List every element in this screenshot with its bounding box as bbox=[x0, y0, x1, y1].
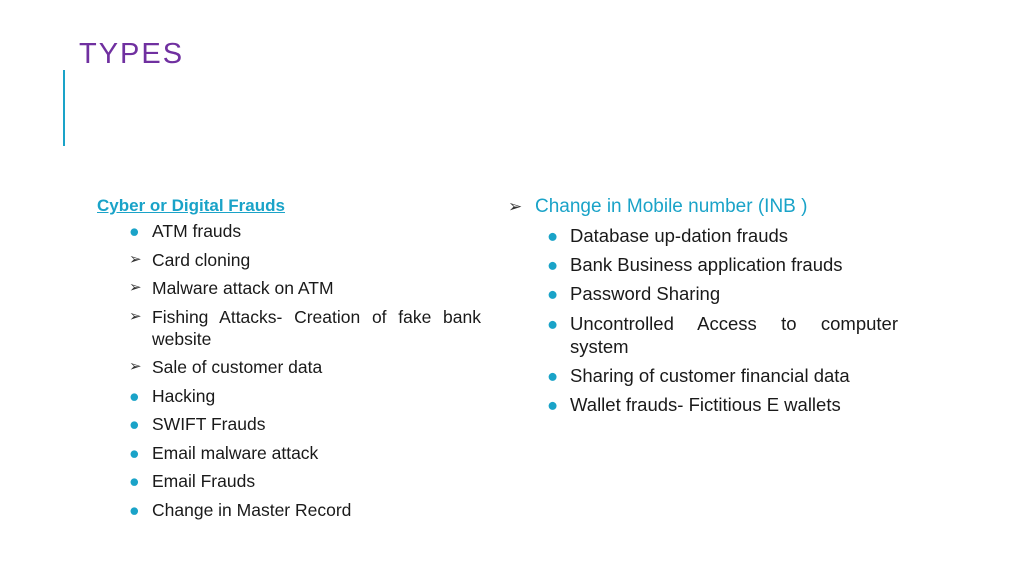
list-item-text: Bank Business application frauds bbox=[570, 254, 843, 276]
right-column bbox=[508, 196, 898, 422]
list-item-text: SWIFT Frauds bbox=[152, 414, 266, 434]
list-item-text: Hacking bbox=[152, 385, 216, 406]
arrow-bullet-icon: ➢ bbox=[129, 307, 142, 325]
list-item bbox=[129, 306, 481, 350]
list-item-text: Password Sharing bbox=[570, 283, 721, 305]
bullet-icon: ● bbox=[129, 442, 140, 463]
list-item bbox=[547, 312, 898, 358]
bullet-icon: ● bbox=[129, 385, 140, 406]
list-item bbox=[129, 249, 481, 271]
list-item-text: Sale of customer data bbox=[152, 357, 323, 377]
bullet-icon: ● bbox=[547, 225, 559, 246]
accent-bar bbox=[63, 70, 65, 146]
right-heading-row bbox=[508, 196, 898, 218]
list-item-text: Database up-dation frauds bbox=[570, 225, 789, 246]
list-item-text: ATM frauds bbox=[152, 221, 242, 241]
list-item bbox=[129, 499, 481, 521]
left-heading-link[interactable]: Cyber or Digital Frauds bbox=[97, 196, 285, 215]
list-item-text: Sharing of customer financial data bbox=[570, 364, 850, 386]
list-item-text: Fishing Attacks- Creation of fake bank website bbox=[152, 306, 481, 349]
list-item-text: Card cloning bbox=[152, 249, 251, 270]
bullet-icon: ● bbox=[547, 254, 559, 276]
left-column bbox=[97, 196, 481, 527]
arrow-bullet-icon: ➢ bbox=[129, 358, 142, 375]
bullet-icon: ● bbox=[129, 414, 140, 434]
right-heading: Change in Mobile number (INB ) bbox=[535, 196, 808, 217]
bullet-icon: ● bbox=[547, 283, 559, 305]
list-item-text: Uncontrolled Access to computer system bbox=[570, 312, 898, 357]
bullet-icon: ● bbox=[129, 471, 140, 491]
list-item bbox=[547, 253, 898, 276]
list-item bbox=[547, 224, 898, 247]
list-item bbox=[129, 277, 481, 299]
list-item bbox=[129, 385, 481, 407]
bullet-icon: ● bbox=[547, 312, 559, 334]
list-item bbox=[547, 393, 898, 416]
list-item bbox=[129, 220, 481, 242]
arrow-bullet-icon: ➢ bbox=[508, 197, 523, 216]
list-item-text: Email Frauds bbox=[152, 471, 256, 491]
list-item bbox=[547, 282, 898, 305]
bullet-icon: ● bbox=[129, 221, 140, 241]
list-item-text: Wallet frauds- Fictitious E wallets bbox=[570, 393, 841, 415]
list-item bbox=[129, 356, 481, 378]
list-item-text: Change in Master Record bbox=[152, 499, 352, 520]
left-list bbox=[97, 220, 481, 521]
list-item-text: Email malware attack bbox=[152, 442, 319, 463]
right-list bbox=[508, 224, 898, 416]
bullet-icon: ● bbox=[129, 499, 140, 520]
slide-title: TYPES bbox=[79, 38, 185, 70]
list-item bbox=[129, 470, 481, 492]
list-item-text: Malware attack on ATM bbox=[152, 278, 334, 298]
bullet-icon: ● bbox=[547, 393, 559, 415]
list-item bbox=[547, 364, 898, 387]
list-item bbox=[129, 413, 481, 435]
bullet-icon: ● bbox=[547, 364, 559, 386]
arrow-bullet-icon: ➢ bbox=[129, 250, 142, 268]
arrow-bullet-icon: ➢ bbox=[129, 279, 142, 296]
list-item bbox=[129, 442, 481, 464]
